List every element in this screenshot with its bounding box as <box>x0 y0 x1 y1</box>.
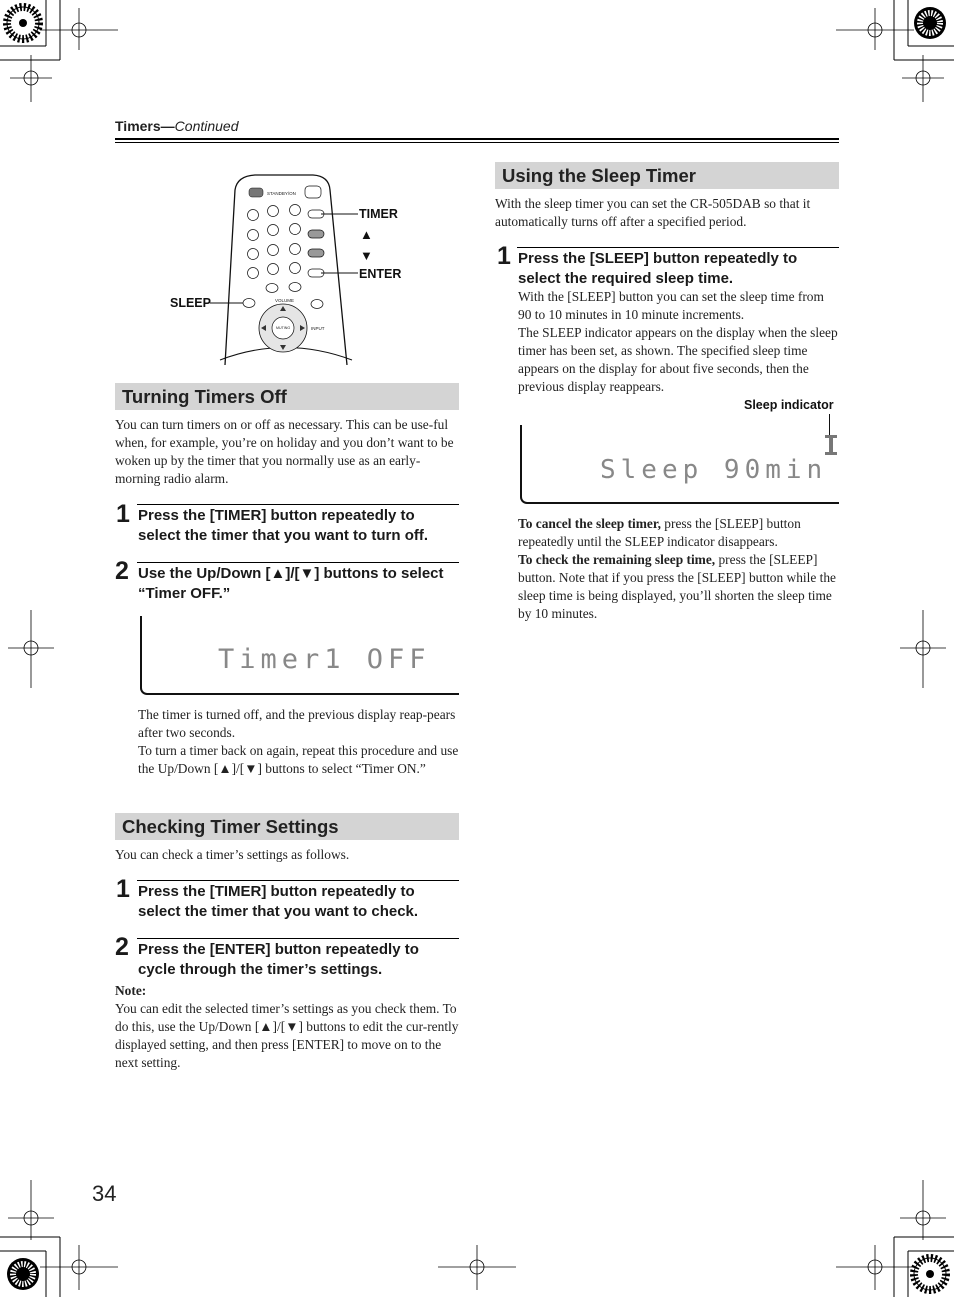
turning-off-after2: To turn a timer back on again, repeat this procedure and use the Up/Down [▲]/[▼] buttons to select “Timer ON.” <box>138 743 459 776</box>
running-header <box>115 118 239 134</box>
cancel-bold: To cancel the sleep timer, <box>518 516 661 531</box>
step-rule <box>137 562 459 563</box>
up-callout: ▲ <box>360 227 373 242</box>
lcd-display-sleep <box>520 425 839 504</box>
starburst-mark <box>7 1258 39 1290</box>
starburst-mark <box>7 7 39 39</box>
check-bold: To check the remaining sleep time, <box>518 552 716 567</box>
checking-intro: You can check a timer’s settings as follows. <box>115 847 350 862</box>
step-number: 1 <box>116 500 130 528</box>
header-section: Timers— <box>115 118 175 134</box>
turning-off-step2: Use the Up/Down [▲]/[▼] buttons to select “Timer OFF.” <box>138 565 444 602</box>
note-text: You can edit the selected timer’s settings as you check them. To do this, use the Up/Down [▲]/[▼] buttons to edit the cur-rently displayed setting, and then press [ENTER] to move on to the next setting. <box>115 1001 459 1070</box>
sleep-explanation <box>518 288 840 396</box>
enter-callout: ENTER <box>359 267 402 281</box>
section-title-using-sleep-timer: Using the Sleep Timer <box>495 162 839 189</box>
starburst-mark <box>914 7 946 39</box>
cancel-text: press the [SLEEP] button repeatedly until the SLEEP indicator disappears. <box>518 516 801 549</box>
sleep-p1: With the [SLEEP] button you can set the sleep time from 90 to 10 minutes in 10 minute increments. <box>518 289 824 322</box>
checking-step1: Press the [TIMER] button repeatedly to select the timer that you want to check. <box>138 883 419 920</box>
note-label: Note: <box>115 983 147 998</box>
step-number: 1 <box>116 875 130 903</box>
turning-off-intro: You can turn timers on or off as necessary. This can be use-ful when, for example, you’re on holiday and you don’t want to be woken up by the timer that you normally use as an early-morning radio alarm. <box>115 417 454 486</box>
step-number: 2 <box>115 557 129 585</box>
checking-step2: Press the [ENTER] button repeatedly to cycle through the timer’s settings. <box>138 941 419 978</box>
muting-label: MUTING <box>276 326 291 330</box>
section-title-turning-timers-off: Turning Timers Off <box>115 383 459 410</box>
lcd-text: Timer1 OFF <box>218 644 431 675</box>
lcd-display-timer-off <box>140 616 459 695</box>
standby-label: STANDBY/ON <box>267 191 296 196</box>
sleep-p2: The SLEEP indicator appears on the display when the sleep timer has been set, as shown. The specified sleep time appears on the display for about five seconds, then the previous display reappears. <box>518 325 838 394</box>
turning-off-step1: Press the [TIMER] button repeatedly to select the timer that you want to turn off. <box>138 507 429 544</box>
check-text: press the [SLEEP] button. Note that if you press the [SLEEP] button while the sleep time is being displayed, you’ll shorten the sleep time by 10 minutes. <box>518 552 836 621</box>
down-callout: ▼ <box>360 248 373 263</box>
sleep-cancel <box>518 515 840 623</box>
remote-callout-lines <box>210 200 370 320</box>
header-continued: Continued <box>174 118 239 134</box>
sleep-step1: Press the [SLEEP] button repeatedly to select the required sleep time. <box>518 250 798 287</box>
starburst-mark <box>914 1258 946 1290</box>
step-rule <box>517 247 839 248</box>
section-title-checking-timer-settings: Checking Timer Settings <box>115 813 459 840</box>
input-label: INPUT <box>311 326 325 331</box>
timer-callout: TIMER <box>359 207 398 221</box>
sleep-indicator-icon <box>824 434 838 456</box>
step-rule <box>137 504 459 505</box>
header-rule-thin <box>115 142 839 143</box>
step-number: 2 <box>115 933 129 961</box>
header-rule <box>115 138 839 140</box>
lcd-text: Sleep 90min <box>600 455 828 485</box>
volume-label: VOLUME <box>275 298 295 303</box>
step-rule <box>137 880 459 881</box>
sleep-indicator-label: Sleep indicator <box>744 398 834 412</box>
turning-off-after1: The timer is turned off, and the previous display reap-pears after two seconds. <box>138 707 456 740</box>
turning-off-after <box>138 706 460 778</box>
step-number: 1 <box>497 242 511 270</box>
sleep-callout: SLEEP <box>170 296 211 310</box>
page-number: 34 <box>92 1181 117 1206</box>
step-rule <box>137 938 459 939</box>
sleep-intro: With the sleep timer you can set the CR-505DAB so that it automatically turns off after a specified period. <box>495 196 811 229</box>
